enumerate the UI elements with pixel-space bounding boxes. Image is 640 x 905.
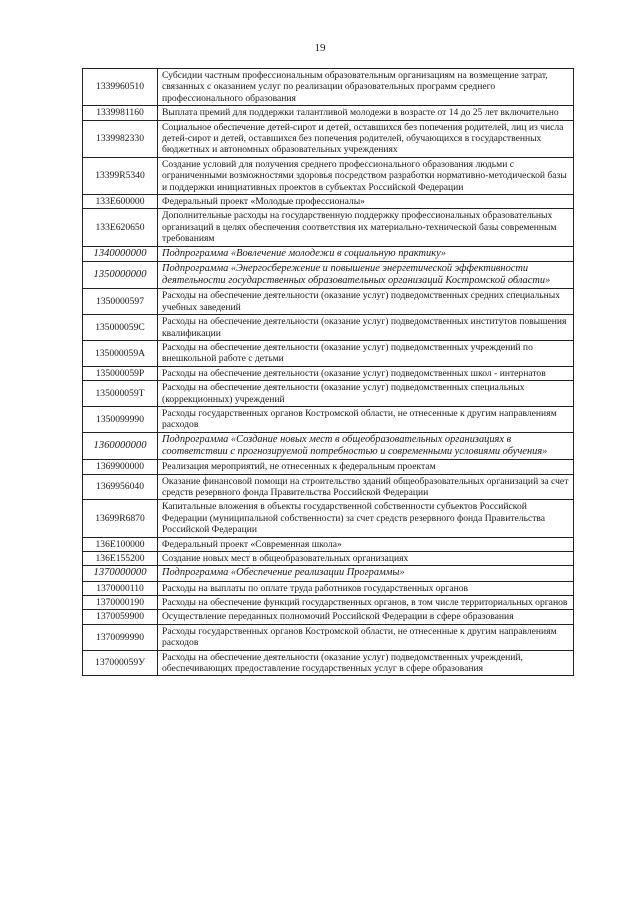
- table-row: [83, 289, 574, 315]
- budget-code-cell: 1369900000: [83, 460, 158, 474]
- budget-code-cell: 1339960510: [83, 69, 158, 106]
- table-row: [83, 366, 574, 380]
- table-row: [83, 596, 574, 610]
- budget-code-cell: 1340000000: [83, 246, 158, 261]
- budget-code-cell: 13399R5340: [83, 157, 158, 194]
- subprogram-row: [83, 432, 574, 459]
- budget-code-cell: 135000059С: [83, 315, 158, 341]
- table-row: [83, 624, 574, 650]
- budget-code-cell: 1339981160: [83, 106, 158, 120]
- description-cell: Расходы государственных органов Костромской области, не отнесенные к другим направлениям расходов: [158, 624, 574, 650]
- description-cell: Капитальные вложения в объекты государственной собственности субъектов Российской Федерации (муниципальной собственности) за счет средств резервного фонда Правительства Российской Федерации: [158, 500, 574, 537]
- table-row: [83, 120, 574, 157]
- budget-code-cell: 133E600000: [83, 195, 158, 209]
- budget-code-cell: 136E155200: [83, 552, 158, 566]
- budget-code-cell: 1339982330: [83, 120, 158, 157]
- description-cell: Расходы на обеспечение деятельности (оказание услуг) подведомственных учреждений, обеспечивающих предоставление государственных услуг в сфере образования: [158, 650, 574, 676]
- budget-code-cell: 135000059Р: [83, 366, 158, 380]
- budget-code-cell: 1350000597: [83, 289, 158, 315]
- budget-code-cell: 1370099990: [83, 624, 158, 650]
- description-cell: Оказание финансовой помощи на строительство зданий общеобразовательных организаций за счет средств резервного фонда Правительства Российской Федерации: [158, 474, 574, 500]
- description-cell: Подпрограмма «Обеспечение реализации Программы»: [158, 566, 574, 581]
- budget-code-cell: 1370000000: [83, 566, 158, 581]
- table-row: [83, 315, 574, 341]
- description-cell: Подпрограмма «Создание новых мест в общеобразовательных организациях в соответствии с прогнозируемой потребностью и современными условиями обучения»: [158, 432, 574, 459]
- budget-code-cell: 1350099990: [83, 406, 158, 432]
- description-cell: Расходы на обеспечение деятельности (оказание услуг) подведомственных институтов повышения квалификации: [158, 315, 574, 341]
- description-cell: Расходы на выплаты по оплате труда работников государственных органов: [158, 581, 574, 595]
- table-row: [83, 209, 574, 246]
- table-row: [83, 69, 574, 106]
- subprogram-row: [83, 246, 574, 261]
- budget-code-cell: 1369956040: [83, 474, 158, 500]
- description-cell: Расходы на обеспечение функций государственных органов, в том числе территориальных органов: [158, 596, 574, 610]
- table-row: [83, 650, 574, 676]
- subprogram-row: [83, 566, 574, 581]
- table-row: [83, 474, 574, 500]
- description-cell: Расходы на обеспечение деятельности (оказание услуг) подведомственных учреждений по внешкольной работе с детьми: [158, 340, 574, 366]
- budget-code-cell: 1370000190: [83, 596, 158, 610]
- table-body: [83, 69, 574, 676]
- budget-code-cell: 137000059У: [83, 650, 158, 676]
- description-cell: Подпрограмма «Энергосбережение и повышение энергетической эффективности деятельности государственных образовательных организаций Костромской области»: [158, 261, 574, 288]
- table-row: [83, 106, 574, 120]
- budget-code-cell: 135000059А: [83, 340, 158, 366]
- budget-code-cell: 133E620650: [83, 209, 158, 246]
- table-row: [83, 381, 574, 407]
- description-cell: Федеральный проект «Современная школа»: [158, 537, 574, 551]
- description-cell: Осуществление переданных полномочий Российской Федерации в сфере образования: [158, 610, 574, 624]
- description-cell: Расходы государственных органов Костромской области, не отнесенные к другим направлениям расходов: [158, 406, 574, 432]
- description-cell: Подпрограмма «Вовлечение молодежи в социальную практику»: [158, 246, 574, 261]
- table-row: [83, 157, 574, 194]
- subprogram-row: [83, 261, 574, 288]
- budget-code-cell: 1350000000: [83, 261, 158, 288]
- table-row: [83, 581, 574, 595]
- table-row: [83, 552, 574, 566]
- description-cell: Федеральный проект «Молодые профессионалы»: [158, 195, 574, 209]
- table-row: [83, 537, 574, 551]
- description-cell: Реализация мероприятий, не отнесенных к федеральным проектам: [158, 460, 574, 474]
- budget-code-cell: 1360000000: [83, 432, 158, 459]
- budget-code-cell: 13699R6870: [83, 500, 158, 537]
- description-cell: Расходы на обеспечение деятельности (оказание услуг) подведомственных средних специальных учебных заведений: [158, 289, 574, 315]
- table-row: [83, 610, 574, 624]
- table-row: [83, 460, 574, 474]
- budget-code-cell: 1370000110: [83, 581, 158, 595]
- description-cell: Социальное обеспечение детей-сирот и детей, оставшихся без попечения родителей, лиц из числа детей-сирот и детей, оставшихся без попечения родителей, обучающихся в государственных бюджетных и автономных образовательных учреждениях: [158, 120, 574, 157]
- description-cell: Создание новых мест в общеобразовательных организациях: [158, 552, 574, 566]
- description-cell: Расходы на обеспечение деятельности (оказание услуг) подведомственных специальных (коррекционных) учреждений: [158, 381, 574, 407]
- description-cell: Расходы на обеспечение деятельности (оказание услуг) подведомственных школ - интернатов: [158, 366, 574, 380]
- description-cell: Дополнительные расходы на государственную поддержку профессиональных образовательных организаций в целях обеспечения соответствия их материально-технической базы современным требованиям: [158, 209, 574, 246]
- page-number: 19: [314, 42, 326, 54]
- budget-code-cell: 136E100000: [83, 537, 158, 551]
- description-cell: Выплата премий для поддержки талантливой молодежи в возрасте от 14 до 25 лет включительно: [158, 106, 574, 120]
- table-row: [83, 500, 574, 537]
- budget-code-cell: 135000059Т: [83, 381, 158, 407]
- table-row: [83, 406, 574, 432]
- description-cell: Субсидии частным профессиональным образовательным организациям на возмещение затрат, связанных с оказанием услуг по реализации образовательных программ среднего профессионального образования: [158, 69, 574, 106]
- budget-classification-table: [82, 68, 574, 676]
- description-cell: Создание условий для получения среднего профессионального образования людьми с ограниченными возможностями здоровья посредством разработки нормативно-методической базы и поддержки инициативных проектов в субъектах Российской Федерации: [158, 157, 574, 194]
- table-row: [83, 340, 574, 366]
- table-row: [83, 195, 574, 209]
- budget-code-cell: 1370059900: [83, 610, 158, 624]
